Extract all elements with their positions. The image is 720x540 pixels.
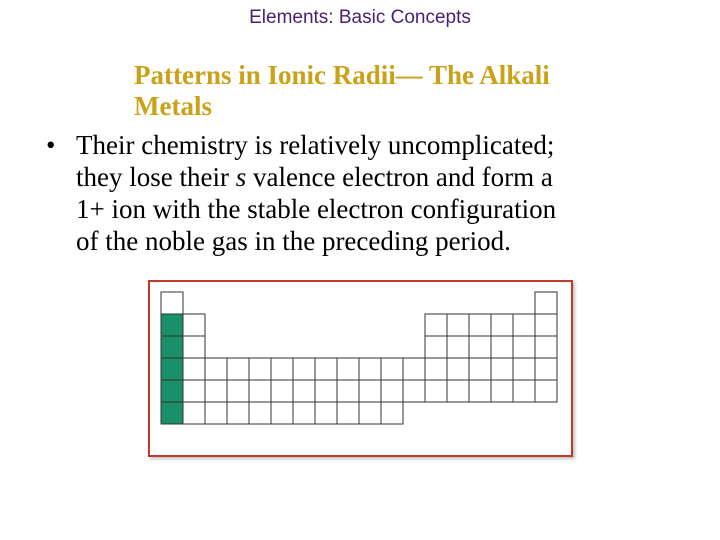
element-cell [535,314,557,336]
element-cell-highlighted [161,336,183,358]
bullet-line-2-s: s [235,162,247,192]
element-cell [315,402,337,424]
element-cell [249,402,271,424]
element-cell-highlighted [161,314,183,336]
element-cell [513,336,535,358]
element-cell [425,358,447,380]
element-cell [271,358,293,380]
element-cell [447,380,469,402]
bullet-line-2-part-a: they lose their [76,162,236,192]
element-cell [469,358,491,380]
element-cell [469,314,491,336]
element-cell [183,358,205,380]
bullet-text [76,129,676,257]
element-cell [271,402,293,424]
element-cell [491,380,513,402]
element-cell-highlighted [161,358,183,380]
element-cell [315,358,337,380]
element-cell [447,358,469,380]
element-cell [381,380,403,402]
element-cell [425,380,447,402]
element-cell [403,358,425,380]
element-cell [205,402,227,424]
element-cell [425,314,447,336]
element-cell [205,380,227,402]
element-cell [359,402,381,424]
element-cell [337,380,359,402]
element-cell [271,380,293,402]
element-cell [293,380,315,402]
element-cell [227,358,249,380]
bullet-line-1: Their chemistry is relatively uncomplicated; [76,130,555,160]
element-cell [469,380,491,402]
bullet-line-4: of the noble gas in the preceding period. [76,226,511,256]
element-cell [183,402,205,424]
subtitle-line-2: Metals [134,91,212,121]
element-cell [183,314,205,336]
element-cell [403,380,425,402]
element-cell [535,292,557,314]
bullet-line-3: 1+ ion with the stable electron configuration [76,194,557,224]
slide-subtitle [134,60,694,122]
element-cell [337,402,359,424]
bullet-line-2-part-b: valence electron and form a [246,162,553,192]
element-cell [491,314,513,336]
element-cell [447,314,469,336]
slide-header: Elements: Basic Concepts [249,7,471,28]
element-cell [249,380,271,402]
element-cell [337,358,359,380]
periodic-table [150,282,571,455]
element-cell-highlighted [161,402,183,424]
element-cell [205,358,227,380]
element-cell [535,380,557,402]
element-cell [293,402,315,424]
element-cell [513,380,535,402]
element-cell [513,358,535,380]
element-cell [227,402,249,424]
element-cell [381,358,403,380]
element-cell [227,380,249,402]
element-cell [469,336,491,358]
element-cell [249,358,271,380]
element-cell [183,380,205,402]
element-cell [491,336,513,358]
element-cell [359,358,381,380]
element-cell [293,358,315,380]
bullet-line-2 [76,161,676,193]
element-cell [315,380,337,402]
element-cell [381,402,403,424]
element-cell [359,380,381,402]
subtitle-line-1: Patterns in Ionic Radii— The Alkali [134,60,550,90]
element-cell [161,292,183,314]
element-cell [183,336,205,358]
periodic-table-frame [148,280,573,457]
element-cell [535,336,557,358]
element-cell [425,336,447,358]
element-cell [535,358,557,380]
bullet-marker: • [46,130,56,160]
element-cell [491,358,513,380]
element-cell [513,314,535,336]
element-cell-highlighted [161,380,183,402]
element-cell [447,336,469,358]
